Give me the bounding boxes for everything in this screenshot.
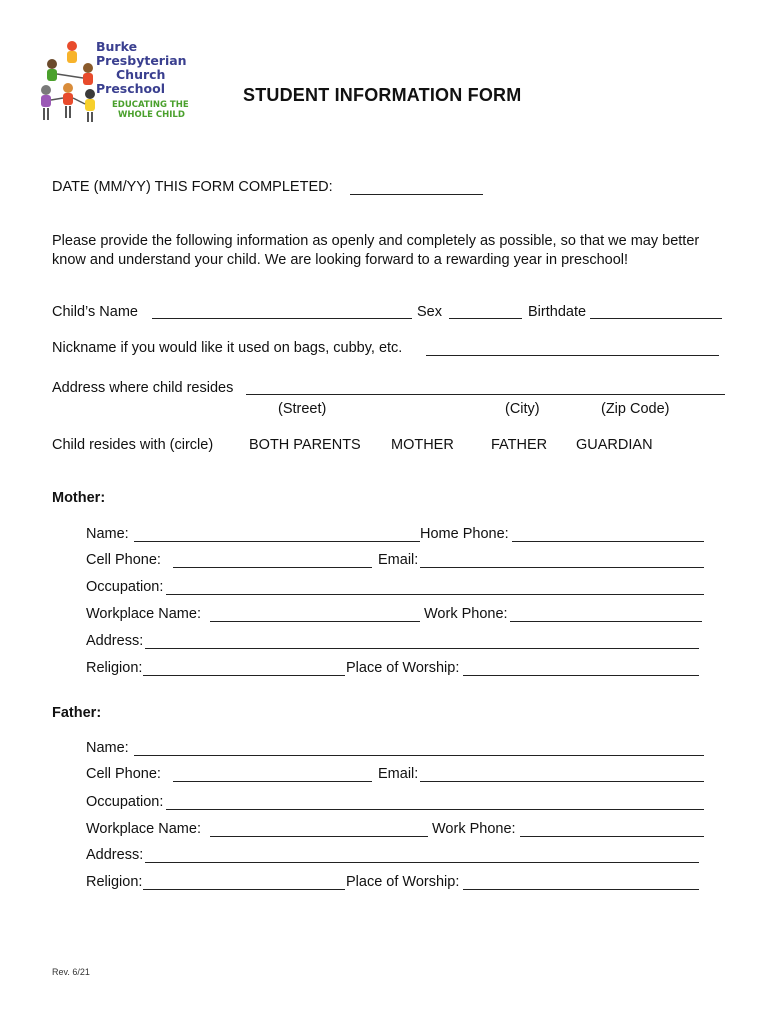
zip-caption: (Zip Code): [601, 401, 670, 417]
option-father[interactable]: FATHER: [491, 437, 548, 453]
birthdate-field[interactable]: [590, 302, 722, 319]
mother-heading: Mother:: [52, 490, 106, 506]
nickname-label: Nickname if you would like it used on bags, cubby, etc.: [52, 340, 403, 356]
logo-name-line: Church: [116, 67, 166, 82]
mother-cell-field[interactable]: [173, 551, 372, 568]
child-name-label: Child’s Name: [52, 304, 138, 320]
mother-work-phone-field[interactable]: [510, 605, 702, 622]
option-guardian[interactable]: GUARDIAN: [576, 437, 653, 453]
mother-home-phone-field[interactable]: [512, 525, 704, 542]
father-name-label: Name:: [86, 740, 129, 756]
mother-worship-field[interactable]: [463, 659, 699, 676]
father-occupation-field[interactable]: [166, 793, 704, 810]
mother-work-phone-label: Work Phone:: [424, 606, 508, 622]
revision-note: Rev. 6/21: [52, 967, 90, 977]
mother-occupation-field[interactable]: [166, 578, 704, 595]
mother-religion-label: Religion:: [86, 660, 143, 676]
mother-occupation-label: Occupation:: [86, 579, 164, 595]
mother-cell-label: Cell Phone:: [86, 552, 161, 568]
father-occupation-label: Occupation:: [86, 794, 164, 810]
mother-address-label: Address:: [86, 633, 144, 649]
logo-tagline-line: EDUCATING THE: [112, 100, 189, 110]
intro-text-line-2: know and understand your child. We are looking forward to a rewarding year in preschool!: [52, 252, 629, 268]
child-address-field[interactable]: [246, 378, 725, 395]
child-name-field[interactable]: [152, 302, 412, 319]
mother-name-label: Name:: [86, 526, 129, 542]
father-address-label: Address:: [86, 847, 144, 863]
date-label: DATE (MM/YY) THIS FORM COMPLETED:: [52, 179, 333, 195]
option-mother[interactable]: MOTHER: [391, 437, 454, 453]
father-work-phone-label: Work Phone:: [432, 821, 516, 837]
sex-label: Sex: [417, 304, 442, 320]
mother-workplace-label: Workplace Name:: [86, 606, 201, 622]
mother-email-label: Email:: [378, 552, 419, 568]
city-caption: (City): [505, 401, 540, 417]
father-religion-field[interactable]: [143, 873, 345, 890]
birthdate-label: Birthdate: [528, 304, 587, 320]
father-workplace-field[interactable]: [210, 820, 428, 837]
date-field[interactable]: [350, 178, 483, 195]
logo-name-line: Presbyterian: [96, 53, 187, 68]
intro-text-line-1: Please provide the following information as openly and completely as possible, so that we may better: [52, 233, 700, 249]
father-worship-label: Place of Worship:: [346, 874, 460, 890]
father-cell-field[interactable]: [173, 765, 372, 782]
resides-with-label: Child resides with (circle): [52, 437, 214, 453]
mother-workplace-field[interactable]: [210, 605, 420, 622]
father-email-field[interactable]: [420, 765, 704, 782]
father-address-field[interactable]: [145, 846, 699, 863]
logo-name-line: Preschool: [96, 81, 166, 96]
preschool-logo: [36, 38, 189, 128]
logo-name-line: Burke: [96, 39, 138, 54]
mother-name-field[interactable]: [134, 525, 420, 542]
street-caption: (Street): [278, 401, 327, 417]
mother-religion-field[interactable]: [143, 659, 345, 676]
children-circle-logo-icon: [36, 38, 98, 126]
father-name-field[interactable]: [134, 739, 704, 756]
father-email-label: Email:: [378, 766, 419, 782]
father-work-phone-field[interactable]: [520, 820, 704, 837]
mother-worship-label: Place of Worship:: [346, 660, 460, 676]
father-religion-label: Religion:: [86, 874, 143, 890]
child-address-label: Address where child resides: [52, 380, 234, 396]
father-cell-label: Cell Phone:: [86, 766, 161, 782]
father-heading: Father:: [52, 705, 102, 721]
father-workplace-label: Workplace Name:: [86, 821, 201, 837]
nickname-field[interactable]: [426, 339, 719, 356]
mother-home-phone-label: Home Phone:: [420, 526, 509, 542]
mother-email-field[interactable]: [420, 551, 704, 568]
logo-tagline-line: WHOLE CHILD: [118, 110, 185, 120]
sex-field[interactable]: [449, 302, 522, 319]
father-worship-field[interactable]: [463, 873, 699, 890]
mother-address-field[interactable]: [145, 632, 699, 649]
form-title: STUDENT INFORMATION FORM: [243, 85, 522, 105]
option-both-parents[interactable]: BOTH PARENTS: [249, 437, 361, 453]
